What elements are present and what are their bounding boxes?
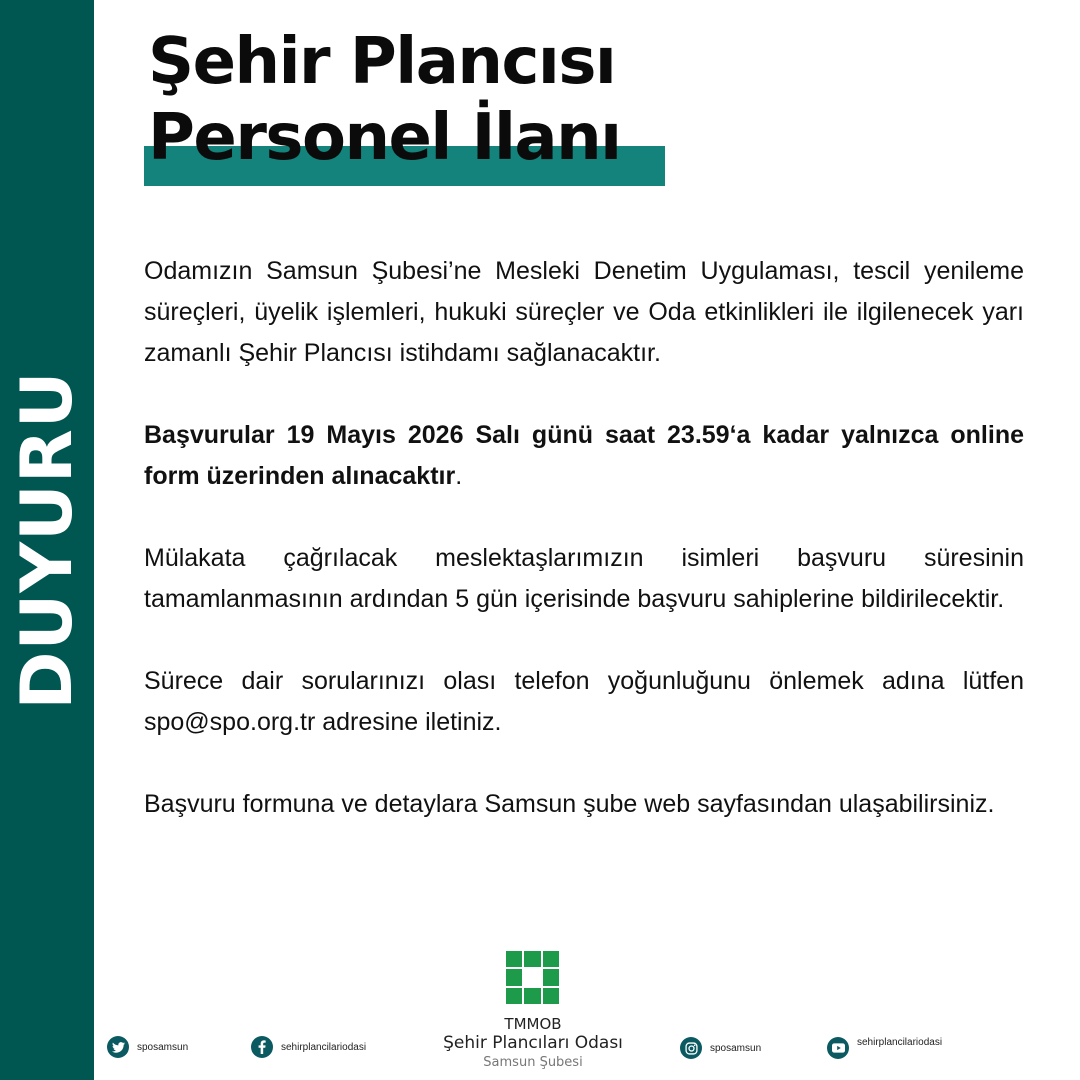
paragraph-intro: Odamızın Samsun Şubesi’ne Mesleki Denetim Uygulaması, tescil yenileme süreçleri, üyelik işlemleri, hukuki süreçler ve Oda etkinlikleri ile ilgilenecek yarı zamanlı Şehir Plancısı istihdamı sağlanacaktır. (144, 257, 1024, 367)
paragraph-form: Başvuru formuna ve detaylara Samsun şube web sayfasından ulaşabilirsiniz. (144, 790, 995, 818)
paragraph-contact: Sürece dair sorularınızı olası telefon yoğunluğunu önlemek adına lütfen spo@spo.org.tr adresine iletiniz. (144, 667, 1024, 736)
facebook-icon (251, 1036, 273, 1058)
paragraph-deadline (144, 415, 1024, 497)
title-line-1: Şehir Plancısı (148, 25, 616, 99)
org-name-tmmob: TMMOB (504, 1015, 562, 1033)
title-line-2: Personel İlanı (148, 101, 621, 175)
org-name-spo: Şehir Plancıları Odası (443, 1033, 623, 1053)
paragraph-interview: Mülakata çağrılacak meslektaşlarımızın isimleri başvuru süresinin tamamlanmasının ardından 5 gün içerisinde başvuru sahiplerine bildirilecektir. (144, 544, 1024, 613)
deadline-text: Başvurular 19 Mayıs 2026 Salı günü saat 23.59‘a kadar yalnızca online form üzerinden alınacaktır (144, 421, 1024, 490)
twitter-link[interactable] (107, 1036, 188, 1058)
youtube-handle: sehirplancilariodasi (857, 1036, 943, 1048)
deadline-period: . (455, 462, 463, 490)
facebook-link[interactable] (251, 1036, 366, 1058)
instagram-handle: sposamsun (710, 1042, 762, 1054)
facebook-handle: sehirplancilariodasi (281, 1041, 367, 1053)
page-title (148, 24, 621, 176)
twitter-handle: sposamsun (137, 1041, 189, 1053)
twitter-icon (107, 1036, 129, 1058)
side-band (0, 0, 94, 1080)
duyuru-label: DUYURU (6, 370, 88, 710)
youtube-link[interactable] (827, 1037, 942, 1059)
youtube-icon (827, 1037, 849, 1059)
spo-logo (506, 951, 559, 1004)
instagram-icon (680, 1037, 702, 1059)
instagram-link[interactable] (680, 1037, 761, 1059)
announcement-body (144, 251, 1024, 825)
org-branch: Samsun Şubesi (483, 1055, 583, 1070)
